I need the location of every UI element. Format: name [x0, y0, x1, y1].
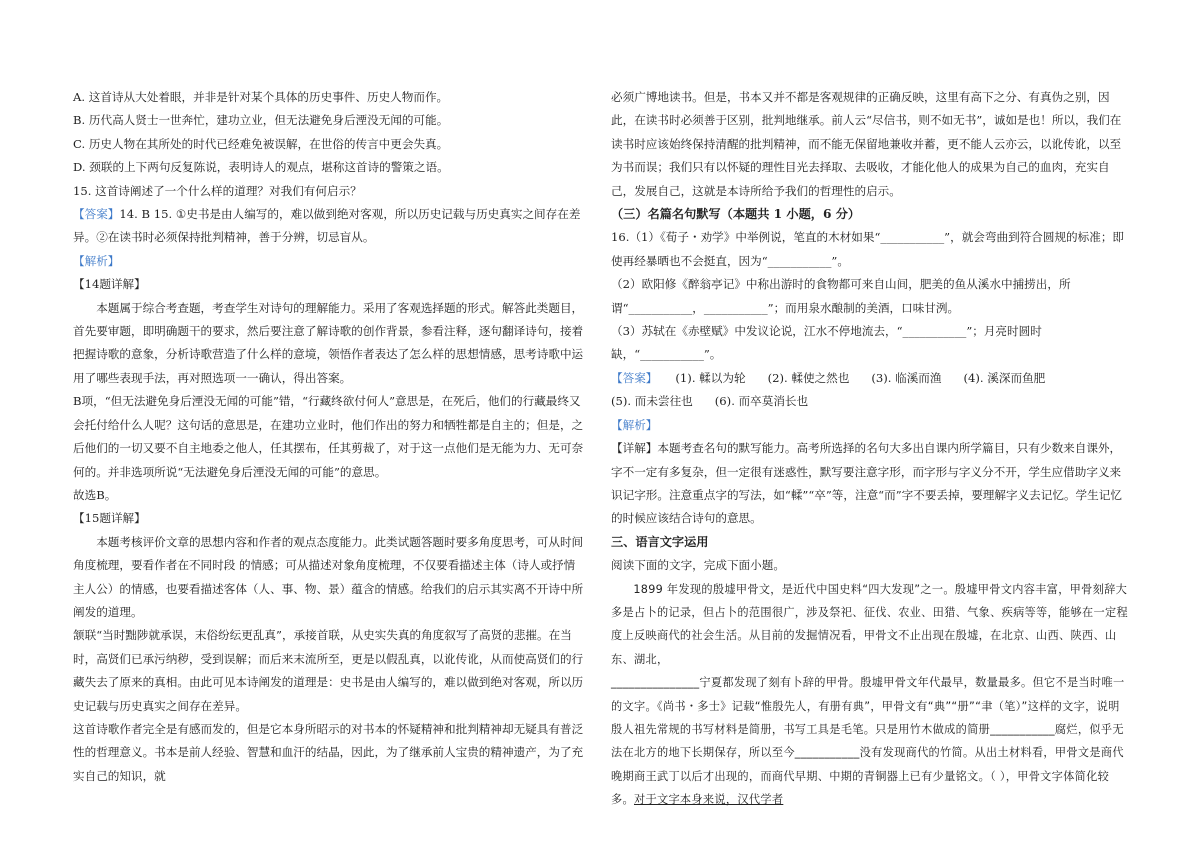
option-b: B. 历代高人贤士一世奔忙，建功立业，但无法避免身后湮没无闻的可能。 — [73, 113, 449, 128]
detail-15-paragraph-3: 这首诗歌作者完全是有感而发的，但是它本身所昭示的对书本的怀疑精神和批判精神却无疑具有普泛性的哲理意义。书本是前人经验、智慧和血汗的结晶，因此，为了继承前人宝贵的精神遗产，为了充实自己的知识，就 — [73, 721, 584, 783]
question-16-part-1: 16.（1）《荀子・劝学》中举例说，笔直的木材如果“___________”，就会弯曲到符合圆规的标准；即使再经暴晒也不会挺直，因为“___________”。 — [611, 230, 1125, 268]
detail-16-text: 本题考查名句的默写能力。高考所选择的名句大多出自课内所学篇目，只有少数来自课外，字不一定有多复杂，但一定很有迷惑性，默写要注意字形，而字形与字义分不开，学生应借助字义来识记字形。注意重点字的写法，如“輮”“卒”等，注意“而”字不要丢掉，要理解字义去记忆。学生记忆的时候应该结合诗句的意思。 — [611, 441, 1122, 526]
answer-tag: 【答案】 — [73, 207, 120, 222]
answer-item: (4). 溪深而鱼肥 — [963, 370, 1046, 385]
analysis-tag-16: 【解析】 — [611, 417, 658, 432]
detail-16-paragraph — [611, 437, 1128, 531]
right-column — [611, 86, 1128, 812]
detail-15-paragraph-2: 颔联“当时黜陟就承误，末俗纷纭更乱真”，承接首联，从史实失真的角度叙写了高贤的悲摧。在当时，高贤们已承污纳秽，受到误解；而后来末流所至，更是以假乱真，以讹传讹，从而使高贤们的行藏失去了原来的真相。由此可见本诗阐发的道理是：史书是由人编写的，难以做到绝对客观，所以历史记载与历史真实之间存在差异。 — [73, 628, 584, 713]
question-16-part-2: （2）欧阳修《醉翁亭记》中称出游时的食物都可来自山间，肥美的鱼从溪水中捕捞出，所谓“___________，___________”；而用泉水酿制的美酒，口味甘洌。 — [611, 277, 1071, 315]
answer-tag-16: 【答案】 — [611, 370, 658, 385]
option-a: A. 这首诗从大处着眼，并非是针对某个具体的历史事件、历史人物而作。 — [73, 90, 449, 104]
detail-14-paragraph-1: 本题属于综合考查题，考查学生对诗句的理解能力。采用了客观选择题的形式。解答此类题目，首先要审题，即明确题干的要求，然后要注意了解诗歌的创作背景，参看注释，逐句翻译诗句，接着把握诗歌的意象，分析诗歌营造了什么样的意境，领悟作者表达了怎么样的思想情感，思考诗歌中运用了哪些表现手法，再对照选项一一确认，得出答案。 — [73, 300, 584, 385]
answer-row — [611, 367, 1128, 414]
answer-text: 14. B 15. ①史书是由人编写的，难以做到绝对客观，所以历史记载与历史真实之间存在差异。②在读书时必须保持批判精神，善于分辨，切忌盲从。 — [73, 207, 581, 245]
detail-14-paragraph-2: B项，“但无法避免身后湮没无闻的可能”错，“行藏终欲付何人”意思是，在死后，他们的行藏最终又会托付给什么人呢？这句话的意思是，在建功立业时，他们作出的努力和牺牲都是自主的；但是，之后他们的一切又要不自主地委之他人，任其摆布，任其剪裁了，对于这一点他们是无能为力、无可奈何的。并非选项所说“无法避免身后湮没无闻的可能”的意思。 — [73, 394, 584, 479]
analysis-tag: 【解析】 — [73, 253, 120, 268]
option-d: D. 颈联的上下两句反复陈说，表明诗人的观点，堪称这首诗的警策之语。 — [73, 160, 449, 175]
question-16-part-3: （3）苏轼在《赤壁赋》中发议论说，江水不停地流去，“___________”；月亮时圆时缺，“___________”。 — [611, 324, 1042, 362]
answer-item: (3). 临溪而渔 — [871, 370, 942, 385]
passage-underlined-text: 对于文字本身来说，汉代学者 — [633, 793, 784, 807]
answer-paragraph — [73, 203, 590, 250]
passage-paragraph-1: 1899 年发现的殷墟甲骨文，是近代中国史料“四大发现”之一。殷墟甲骨文内容丰富，甲骨刻辞大多是占卜的记录，但占卜的范围很广，涉及祭祀、征伐、农业、田猎、气象、疾病等等，能够在一定程度上反映商代的社会生活。从目前的发掘情况看，甲骨文不止出现在殷墟，在北京、山西、陕西、山东、湖北， — [611, 582, 1128, 666]
passage-paragraph-2 — [611, 671, 1128, 811]
passage-text: _______________宁夏都发现了刻有卜辞的甲骨。殷墟甲骨文年代最早，数量最多。但它不是当时唯一的文字。《尚书・多士》记载“惟殷先人，有册有典”，甲骨文有“典”“册”“聿（笔）”这样的文字，说明殷人祖先常规的书写材料是简册，书写工具是毛笔。只是用竹木做成的简册___________腐烂，似乎无法在北方的地下长期保存，所以至今___________没有发现商代的竹简。从出土材料看，甲骨文是商代晚期商王武丁以后才出现的，而商代早期、中期的青铜器上已有少量铭文。（ ），甲骨文字体简化较多。 — [611, 676, 1125, 807]
reading-instruction: 阅读下面的文字，完成下面小题。 — [611, 558, 785, 573]
language-section-title: 三、语言文字运用 — [611, 534, 709, 549]
answer-item: (1). 輮以为轮 — [675, 370, 746, 385]
answer-item: (5). 而未尝往也 — [611, 394, 693, 409]
answer-item: (6). 而卒莫消长也 — [714, 394, 809, 409]
detail-15-tag: 【15题详解】 — [73, 511, 146, 526]
detail-15-paragraph-1: 本题考核评价文章的思想内容和作者的观点态度能力。此类试题答题时要多角度思考，可从时间角度梳理，要看作者在不同时段 的情感；可从描述对象角度梳理，不仅要看描述主体（诗人或抒情 主人公）的情感，也要看描述客体（人、事、物、景）蕴含的情感。给我们的启示其实离不开诗中所阐发的道理。 — [73, 534, 584, 619]
question-15: 15. 这首诗阐述了一个什么样的道理？对我们有何启示？ — [73, 183, 362, 198]
continued-paragraph: 必须广博地读书。但是，书本又并不都是客观规律的正确反映，这里有高下之分、有真伪之别，因此，在读书时必须善于区别，批判地继承。前人云“尽信书，则不如无书”，诚如是也！所以，我们在读书时应该始终保持清醒的批判精神，而不能无保留地兼收并蓄，更不能人云亦云，以讹传讹，以至为书而误；我们只有以怀疑的理性目光去择取、去吸收，才能化他人的成果为自己的血肉，充实自己，发展自己，这就是本诗所给予我们的哲理性的启示。 — [611, 90, 1122, 198]
option-c: C. 历史人物在其所处的时代已经难免被误解，在世俗的传言中更会失真。 — [73, 136, 449, 151]
section-3-title: （三）名篇名句默写（本题共 1 小题，6 分） — [611, 207, 861, 222]
detail-14-tag: 【14题详解】 — [73, 277, 146, 292]
detail-14-paragraph-3: 故选B。 — [73, 487, 117, 502]
answer-item: (2). 輮使之然也 — [767, 370, 850, 385]
detail-16-tag: 【详解】 — [611, 441, 658, 456]
left-column — [73, 86, 590, 788]
